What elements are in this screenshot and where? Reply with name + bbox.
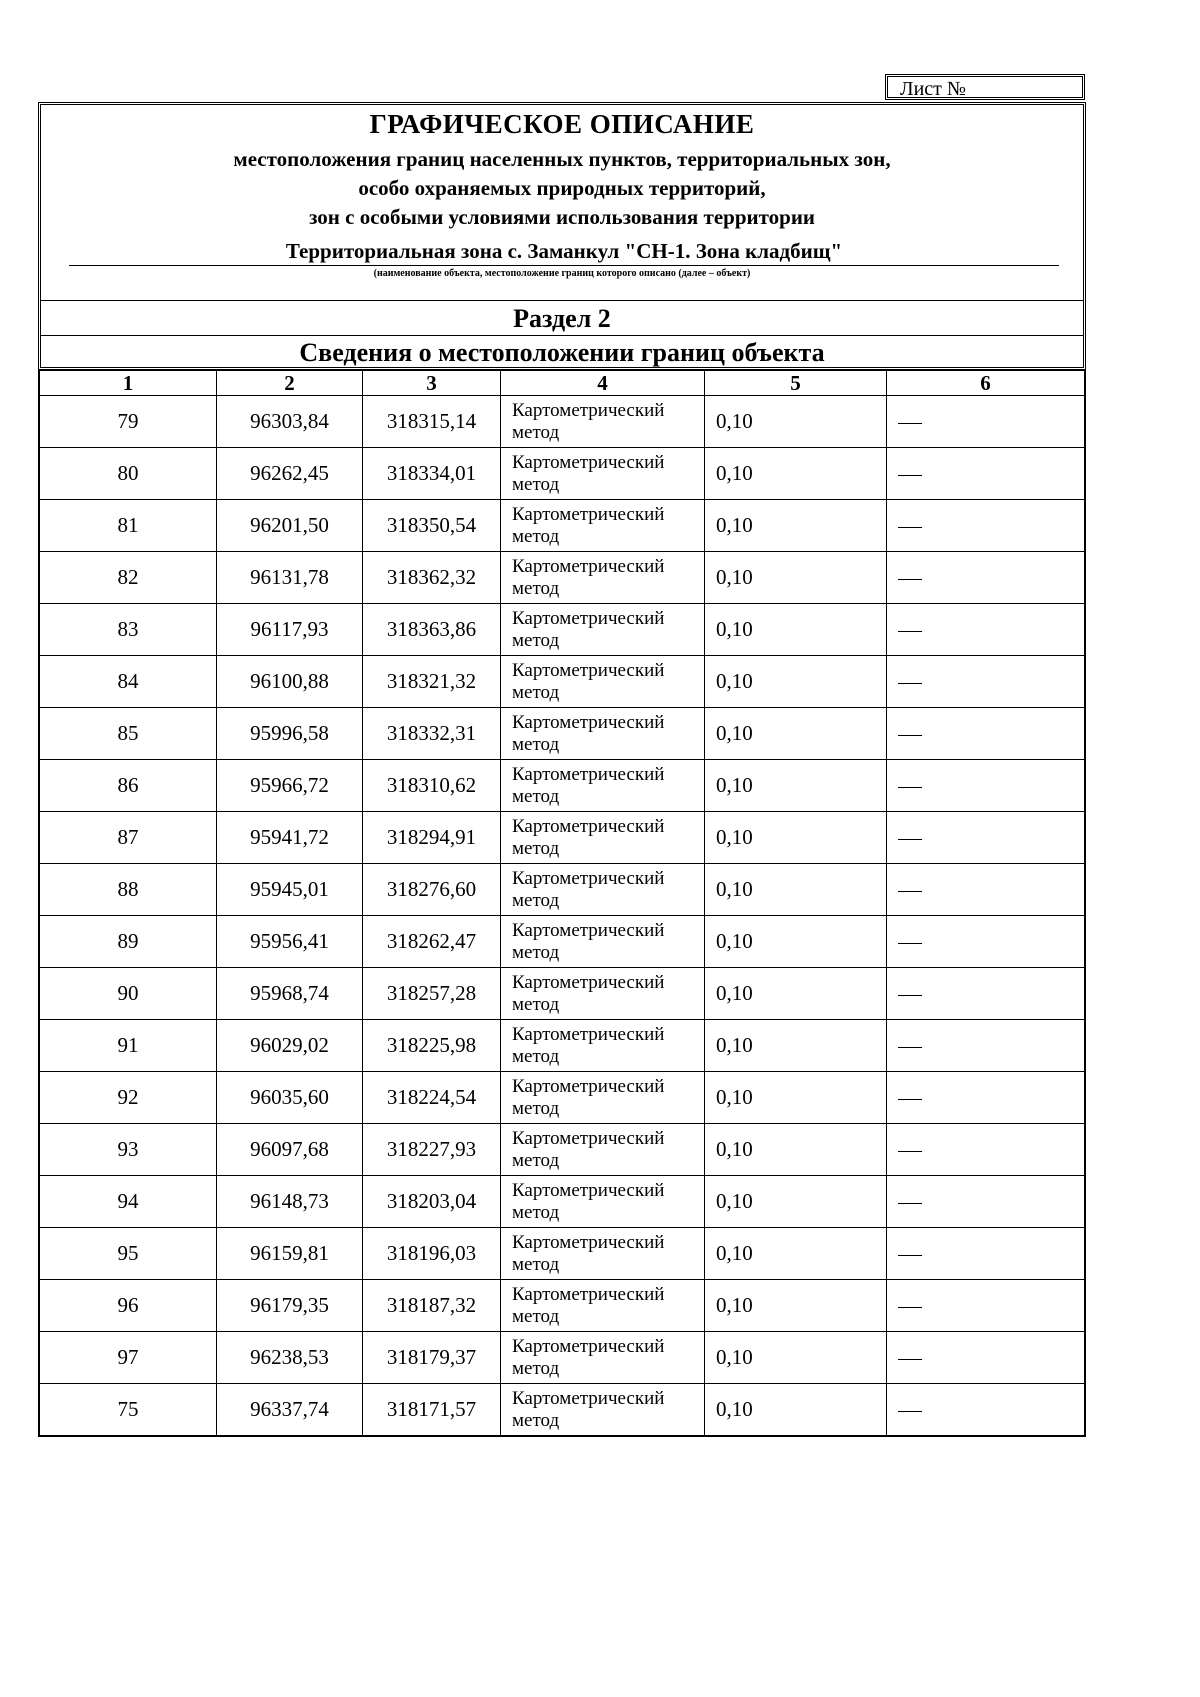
subtitle-line-3: зон с особыми условиями использования территории <box>308 205 816 229</box>
table-row <box>40 708 1085 760</box>
dash-mark <box>898 683 922 684</box>
y-coordinate-cell: 318362,32 <box>363 552 501 604</box>
table-row <box>40 448 1085 500</box>
description-cell <box>887 1176 1085 1228</box>
precision-cell: 0,10 <box>705 552 887 604</box>
dash-mark <box>898 735 922 736</box>
y-coordinate-cell: 318227,93 <box>363 1124 501 1176</box>
table-row <box>40 1384 1085 1436</box>
dash-mark <box>898 423 922 424</box>
precision-cell: 0,10 <box>705 656 887 708</box>
description-cell <box>887 1280 1085 1332</box>
dash-mark <box>898 1203 922 1204</box>
section-subtitle: Сведения о местоположении границ объекта <box>299 338 825 367</box>
precision-cell: 0,10 <box>705 1124 887 1176</box>
precision-cell: 0,10 <box>705 1228 887 1280</box>
method-cell: Картометрический метод <box>501 1020 705 1072</box>
method-cell: Картометрический метод <box>501 1072 705 1124</box>
point-number-cell: 93 <box>40 1124 217 1176</box>
x-coordinate-cell: 96159,81 <box>217 1228 363 1280</box>
x-coordinate-cell: 95956,41 <box>217 916 363 968</box>
table-row <box>40 1332 1085 1384</box>
method-cell: Картометрический метод <box>501 1228 705 1280</box>
precision-cell: 0,10 <box>705 396 887 448</box>
table-row <box>40 864 1085 916</box>
x-coordinate-cell: 96262,45 <box>217 448 363 500</box>
x-coordinate-cell: 96201,50 <box>217 500 363 552</box>
description-cell <box>887 812 1085 864</box>
description-cell <box>887 864 1085 916</box>
y-coordinate-cell: 318187,32 <box>363 1280 501 1332</box>
description-cell <box>887 500 1085 552</box>
precision-cell: 0,10 <box>705 812 887 864</box>
method-cell: Картометрический метод <box>501 968 705 1020</box>
x-coordinate-cell: 96303,84 <box>217 396 363 448</box>
table-row <box>40 812 1085 864</box>
y-coordinate-cell: 318332,31 <box>363 708 501 760</box>
point-number-cell: 87 <box>40 812 217 864</box>
description-cell <box>887 448 1085 500</box>
description-cell <box>887 968 1085 1020</box>
subtitle-line-2: особо охраняемых природных территорий, <box>358 176 766 200</box>
point-number-cell: 83 <box>40 604 217 656</box>
precision-cell: 0,10 <box>705 448 887 500</box>
object-name: Территориальная зона с. Заманкул "СН-1. Зона кладбищ" <box>69 239 1059 266</box>
method-cell: Картометрический метод <box>501 864 705 916</box>
precision-cell: 0,10 <box>705 500 887 552</box>
sheet-number-label: Лист № <box>900 78 966 100</box>
title-area <box>41 105 1083 300</box>
y-coordinate-cell: 318321,32 <box>363 656 501 708</box>
method-cell: Картометрический метод <box>501 916 705 968</box>
precision-cell: 0,10 <box>705 968 887 1020</box>
point-number-cell: 90 <box>40 968 217 1020</box>
y-coordinate-cell: 318350,54 <box>363 500 501 552</box>
document-header <box>38 102 1086 370</box>
x-coordinate-cell: 96131,78 <box>217 552 363 604</box>
point-number-cell: 86 <box>40 760 217 812</box>
precision-cell: 0,10 <box>705 1332 887 1384</box>
y-coordinate-cell: 318262,47 <box>363 916 501 968</box>
dash-mark <box>898 891 922 892</box>
column-header-3: 3 <box>363 371 501 396</box>
dash-mark <box>898 631 922 632</box>
y-coordinate-cell: 318257,28 <box>363 968 501 1020</box>
method-cell: Картометрический метод <box>501 1332 705 1384</box>
sheet-number-box <box>885 74 1085 100</box>
x-coordinate-cell: 95968,74 <box>217 968 363 1020</box>
dash-mark <box>898 1255 922 1256</box>
dash-mark <box>898 579 922 580</box>
dash-mark <box>898 943 922 944</box>
method-cell: Картометрический метод <box>501 552 705 604</box>
section-title: Раздел 2 <box>513 304 611 333</box>
dash-mark <box>898 527 922 528</box>
x-coordinate-cell: 96337,74 <box>217 1384 363 1436</box>
table-row <box>40 604 1085 656</box>
method-cell: Картометрический метод <box>501 1384 705 1436</box>
column-header-1: 1 <box>40 371 217 396</box>
description-cell <box>887 656 1085 708</box>
method-cell: Картометрический метод <box>501 448 705 500</box>
description-cell <box>887 760 1085 812</box>
table-row <box>40 760 1085 812</box>
y-coordinate-cell: 318203,04 <box>363 1176 501 1228</box>
column-header-6: 6 <box>887 371 1085 396</box>
point-number-cell: 95 <box>40 1228 217 1280</box>
header-divider-2 <box>41 335 1083 336</box>
point-number-cell: 97 <box>40 1332 217 1384</box>
description-cell <box>887 1332 1085 1384</box>
document-title: ГРАФИЧЕСКОЕ ОПИСАНИЕ <box>369 109 755 139</box>
table-row <box>40 396 1085 448</box>
table-body <box>40 396 1085 1436</box>
table-row <box>40 1280 1085 1332</box>
dash-mark <box>898 839 922 840</box>
x-coordinate-cell: 96117,93 <box>217 604 363 656</box>
precision-cell: 0,10 <box>705 604 887 656</box>
method-cell: Картометрический метод <box>501 656 705 708</box>
precision-cell: 0,10 <box>705 1020 887 1072</box>
table-row <box>40 552 1085 604</box>
y-coordinate-cell: 318315,14 <box>363 396 501 448</box>
method-cell: Картометрический метод <box>501 1176 705 1228</box>
x-coordinate-cell: 95966,72 <box>217 760 363 812</box>
method-cell: Картометрический метод <box>501 500 705 552</box>
point-number-cell: 96 <box>40 1280 217 1332</box>
x-coordinate-cell: 96097,68 <box>217 1124 363 1176</box>
description-cell <box>887 1124 1085 1176</box>
y-coordinate-cell: 318224,54 <box>363 1072 501 1124</box>
y-coordinate-cell: 318310,62 <box>363 760 501 812</box>
description-cell <box>887 1020 1085 1072</box>
object-name-note: (наименование объекта, местоположение границ которого описано (далее – объект) <box>373 268 751 279</box>
point-number-cell: 75 <box>40 1384 217 1436</box>
point-number-cell: 79 <box>40 396 217 448</box>
y-coordinate-cell: 318179,37 <box>363 1332 501 1384</box>
method-cell: Картометрический метод <box>501 604 705 656</box>
table-row <box>40 1020 1085 1072</box>
dash-mark <box>898 1359 922 1360</box>
table-row <box>40 916 1085 968</box>
description-cell <box>887 396 1085 448</box>
x-coordinate-cell: 95996,58 <box>217 708 363 760</box>
y-coordinate-cell: 318171,57 <box>363 1384 501 1436</box>
dash-mark <box>898 787 922 788</box>
coordinates-table-wrapper <box>38 370 1086 1437</box>
coordinates-table <box>39 370 1085 1436</box>
point-number-cell: 89 <box>40 916 217 968</box>
point-number-cell: 84 <box>40 656 217 708</box>
y-coordinate-cell: 318276,60 <box>363 864 501 916</box>
table-row <box>40 656 1085 708</box>
y-coordinate-cell: 318363,86 <box>363 604 501 656</box>
dash-mark <box>898 1047 922 1048</box>
table-row <box>40 500 1085 552</box>
x-coordinate-cell: 96238,53 <box>217 1332 363 1384</box>
point-number-cell: 80 <box>40 448 217 500</box>
subtitle-line-1: местоположения границ населенных пунктов, территориальных зон, <box>233 147 891 171</box>
point-number-cell: 92 <box>40 1072 217 1124</box>
description-cell <box>887 1384 1085 1436</box>
precision-cell: 0,10 <box>705 760 887 812</box>
description-cell <box>887 604 1085 656</box>
method-cell: Картометрический метод <box>501 396 705 448</box>
column-header-4: 4 <box>501 371 705 396</box>
dash-mark <box>898 1411 922 1412</box>
column-header-5: 5 <box>705 371 887 396</box>
description-cell <box>887 708 1085 760</box>
table-row <box>40 1176 1085 1228</box>
precision-cell: 0,10 <box>705 864 887 916</box>
x-coordinate-cell: 96029,02 <box>217 1020 363 1072</box>
table-row <box>40 968 1085 1020</box>
precision-cell: 0,10 <box>705 916 887 968</box>
x-coordinate-cell: 96179,35 <box>217 1280 363 1332</box>
method-cell: Картометрический метод <box>501 708 705 760</box>
y-coordinate-cell: 318196,03 <box>363 1228 501 1280</box>
precision-cell: 0,10 <box>705 1176 887 1228</box>
method-cell: Картометрический метод <box>501 760 705 812</box>
method-cell: Картометрический метод <box>501 812 705 864</box>
x-coordinate-cell: 96035,60 <box>217 1072 363 1124</box>
description-cell <box>887 1072 1085 1124</box>
method-cell: Картометрический метод <box>501 1280 705 1332</box>
description-cell <box>887 1228 1085 1280</box>
point-number-cell: 81 <box>40 500 217 552</box>
x-coordinate-cell: 95945,01 <box>217 864 363 916</box>
precision-cell: 0,10 <box>705 1384 887 1436</box>
y-coordinate-cell: 318294,91 <box>363 812 501 864</box>
table-header-row <box>40 371 1085 396</box>
table-row <box>40 1124 1085 1176</box>
point-number-cell: 94 <box>40 1176 217 1228</box>
column-header-2: 2 <box>217 371 363 396</box>
y-coordinate-cell: 318334,01 <box>363 448 501 500</box>
dash-mark <box>898 1307 922 1308</box>
x-coordinate-cell: 96148,73 <box>217 1176 363 1228</box>
table-row <box>40 1072 1085 1124</box>
dash-mark <box>898 1151 922 1152</box>
header-divider-1 <box>41 300 1083 301</box>
description-cell <box>887 552 1085 604</box>
dash-mark <box>898 995 922 996</box>
precision-cell: 0,10 <box>705 708 887 760</box>
x-coordinate-cell: 96100,88 <box>217 656 363 708</box>
dash-mark <box>898 475 922 476</box>
table-row <box>40 1228 1085 1280</box>
precision-cell: 0,10 <box>705 1280 887 1332</box>
description-cell <box>887 916 1085 968</box>
x-coordinate-cell: 95941,72 <box>217 812 363 864</box>
method-cell: Картометрический метод <box>501 1124 705 1176</box>
point-number-cell: 88 <box>40 864 217 916</box>
precision-cell: 0,10 <box>705 1072 887 1124</box>
point-number-cell: 82 <box>40 552 217 604</box>
point-number-cell: 85 <box>40 708 217 760</box>
y-coordinate-cell: 318225,98 <box>363 1020 501 1072</box>
point-number-cell: 91 <box>40 1020 217 1072</box>
dash-mark <box>898 1099 922 1100</box>
